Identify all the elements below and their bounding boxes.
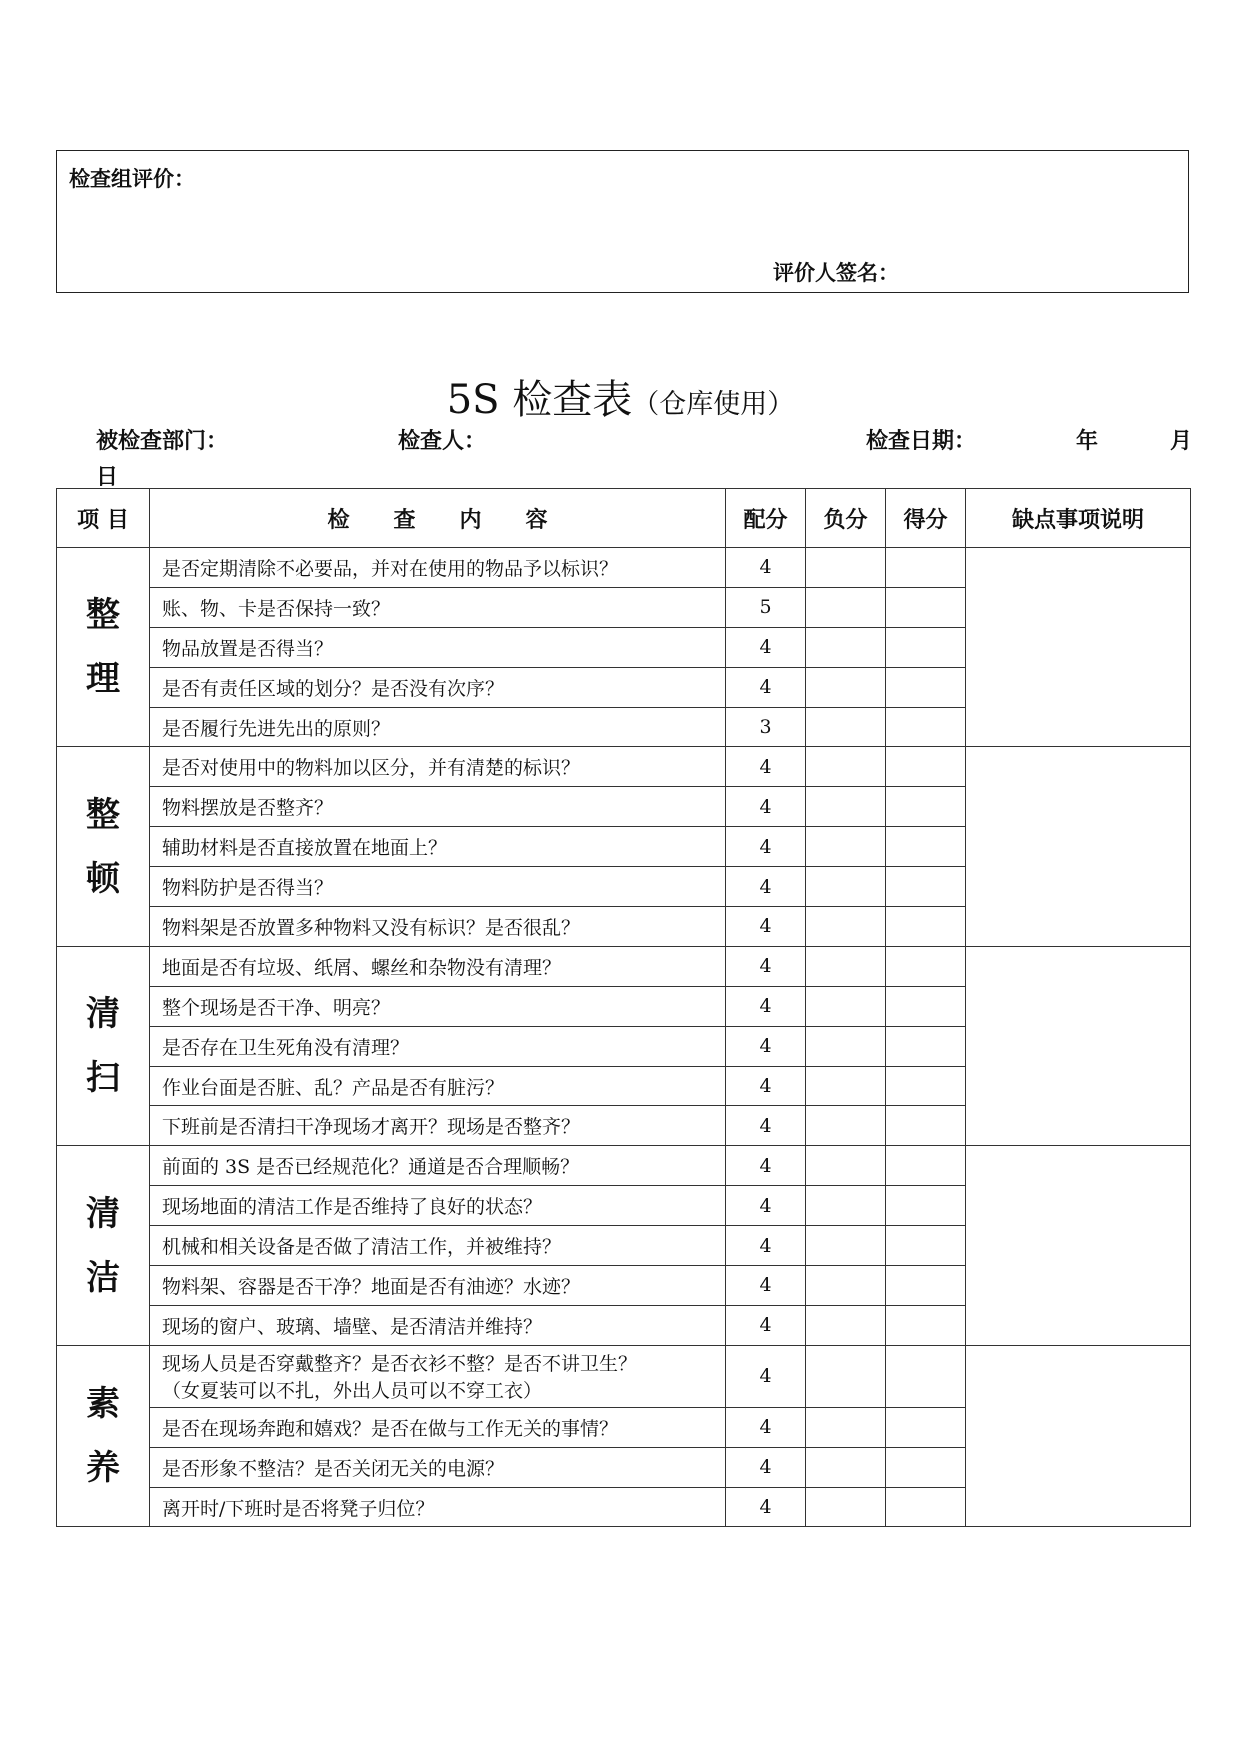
category-char: 素 [86, 1384, 120, 1425]
title-main: 5S 检查表 [446, 377, 633, 423]
check-content [150, 986, 726, 1026]
check-content [150, 867, 726, 907]
minus-score-input-cell[interactable] [806, 548, 886, 588]
check-content-text: 地面是否有垃圾、纸屑、螺丝和杂物没有清理？ [162, 956, 562, 979]
check-content-text: 是否存在卫生死角没有清理？ [162, 1036, 410, 1059]
score-cell: 4 [726, 1106, 806, 1146]
got-score-input-cell[interactable] [886, 587, 966, 627]
check-content-text: 是否履行先进先出的原则？ [162, 717, 391, 740]
header-score: 配分 [726, 489, 806, 548]
minus-score-input-cell[interactable] [806, 827, 886, 867]
check-content [150, 707, 726, 747]
check-content-text: 物品放置是否得当？ [162, 637, 334, 660]
check-content-text: 机械和相关设备是否做了清洁工作，并被维持？ [162, 1236, 562, 1259]
got-score-input-cell[interactable] [886, 1266, 966, 1306]
category-char: 顿 [86, 858, 120, 899]
got-score-input-cell[interactable] [886, 986, 966, 1026]
category-char: 整 [86, 595, 120, 636]
score-cell: 5 [726, 587, 806, 627]
defect-note-cell[interactable] [966, 1146, 1191, 1345]
score-cell: 4 [726, 1266, 806, 1306]
got-score-input-cell[interactable] [886, 787, 966, 827]
got-score-input-cell[interactable] [886, 1066, 966, 1106]
check-content [150, 827, 726, 867]
got-score-input-cell[interactable] [886, 1447, 966, 1487]
check-content [150, 907, 726, 947]
minus-score-input-cell[interactable] [806, 1026, 886, 1066]
header-got: 得分 [886, 489, 966, 548]
got-score-input-cell[interactable] [886, 548, 966, 588]
check-content-text: 物料摆放是否整齐？ [162, 797, 334, 820]
category-cell [57, 1345, 150, 1527]
inspection-table [56, 488, 1191, 1527]
table-row [57, 548, 1191, 588]
table-header-row [57, 489, 1191, 548]
got-score-input-cell[interactable] [886, 1106, 966, 1146]
day-label: 日 [96, 465, 119, 490]
score-cell: 4 [726, 907, 806, 947]
check-content-text: 物料架、容器是否干净？地面是否有油迹？水迹？ [162, 1275, 581, 1298]
minus-score-input-cell[interactable] [806, 1146, 886, 1186]
table-row [57, 1146, 1191, 1186]
score-cell: 4 [726, 1146, 806, 1186]
check-content [150, 1266, 726, 1306]
got-score-input-cell[interactable] [886, 1487, 966, 1527]
category-cell [57, 1146, 150, 1345]
category-cell [57, 548, 150, 747]
header-content: 检 查 内 容 [150, 489, 726, 548]
header-minus: 负分 [806, 489, 886, 548]
score-cell: 4 [726, 1066, 806, 1106]
got-score-input-cell[interactable] [886, 1305, 966, 1345]
check-content [150, 1066, 726, 1106]
score-cell: 4 [726, 627, 806, 667]
score-cell: 3 [726, 707, 806, 747]
check-content [150, 1146, 726, 1186]
check-content-text: 作业台面是否脏、乱？产品是否有脏污？ [162, 1076, 505, 1099]
check-content [150, 1407, 726, 1447]
evaluation-title: 检查组评价： [69, 167, 195, 191]
minus-score-input-cell[interactable] [806, 1226, 886, 1266]
got-score-input-cell[interactable] [886, 1407, 966, 1447]
check-content [150, 1487, 726, 1527]
check-content-text: 是否形象不整洁？是否关闭无关的电源？ [162, 1457, 505, 1480]
check-content-text: 是否有责任区域的划分？是否没有次序？ [162, 677, 505, 700]
minus-score-input-cell[interactable] [806, 1447, 886, 1487]
check-content [150, 548, 726, 588]
check-content-text: 整个现场是否干净、明亮？ [162, 996, 391, 1019]
check-content-text: 前面的 3S 是否已经规范化？通道是否合理顺畅？ [162, 1156, 580, 1179]
defect-note-cell[interactable] [966, 747, 1191, 946]
header-note: 缺点事项说明 [966, 489, 1191, 548]
got-score-input-cell[interactable] [886, 1146, 966, 1186]
got-score-input-cell[interactable] [886, 1345, 966, 1407]
check-content-text: 是否对使用中的物料加以区分，并有清楚的标识？ [162, 757, 581, 780]
check-content [150, 1186, 726, 1226]
minus-score-input-cell[interactable] [806, 1066, 886, 1106]
minus-score-input-cell[interactable] [806, 1305, 886, 1345]
got-score-input-cell[interactable] [886, 667, 966, 707]
check-content [150, 1106, 726, 1146]
category-char: 洁 [86, 1257, 120, 1298]
score-cell: 4 [726, 827, 806, 867]
inspector-label: 检查人： [398, 429, 487, 454]
check-content [150, 946, 726, 986]
category-char: 整 [86, 794, 120, 835]
minus-score-input-cell[interactable] [806, 1487, 886, 1527]
check-content [150, 1226, 726, 1266]
minus-score-input-cell[interactable] [806, 1266, 886, 1306]
got-score-input-cell[interactable] [886, 707, 966, 747]
check-content [150, 587, 726, 627]
check-content [150, 747, 726, 787]
check-content-text-line2: （女夏装可以不扎，外出人员可以不穿工衣） [162, 1380, 543, 1403]
month-label: 月 [1170, 429, 1193, 454]
category-cell [57, 946, 150, 1145]
check-content-text: 物料架是否放置多种物料又没有标识？是否很乱？ [162, 916, 581, 939]
check-content [150, 667, 726, 707]
table-row [57, 1345, 1191, 1407]
score-cell: 4 [726, 1487, 806, 1527]
minus-score-input-cell[interactable] [806, 1106, 886, 1146]
table-row [57, 946, 1191, 986]
score-cell: 4 [726, 1026, 806, 1066]
category-cell [57, 747, 150, 946]
year-label: 年 [1076, 429, 1099, 454]
category-char: 扫 [86, 1058, 120, 1099]
date-label: 检查日期： [866, 429, 977, 454]
check-content-text: 物料防护是否得当？ [162, 877, 334, 900]
check-content-text: 账、物、卡是否保持一致？ [162, 597, 391, 620]
got-score-input-cell[interactable] [886, 867, 966, 907]
score-cell: 4 [726, 946, 806, 986]
got-score-input-cell[interactable] [886, 946, 966, 986]
evaluation-box [56, 150, 1189, 293]
score-cell: 4 [726, 867, 806, 907]
department-label: 被检查部门： [96, 429, 229, 454]
minus-score-input-cell[interactable] [806, 907, 886, 947]
check-content [150, 1447, 726, 1487]
minus-score-input-cell[interactable] [806, 946, 886, 986]
check-content-text: 现场的窗户、玻璃、墙壁、是否清洁并维持？ [162, 1315, 543, 1338]
minus-score-input-cell[interactable] [806, 1186, 886, 1226]
defect-note-cell[interactable] [966, 548, 1191, 747]
got-score-input-cell[interactable] [886, 1026, 966, 1066]
score-cell: 4 [726, 667, 806, 707]
got-score-input-cell[interactable] [886, 1226, 966, 1266]
minus-score-input-cell[interactable] [806, 587, 886, 627]
check-content-text: 辅助材料是否直接放置在地面上？ [162, 837, 448, 860]
defect-note-cell[interactable] [966, 946, 1191, 1145]
page-title [0, 368, 1241, 425]
title-sub: （仓库使用） [632, 389, 795, 420]
minus-score-input-cell[interactable] [806, 1407, 886, 1447]
score-cell: 4 [726, 1345, 806, 1407]
minus-score-input-cell[interactable] [806, 627, 886, 667]
defect-note-cell[interactable] [966, 1345, 1191, 1527]
check-content [150, 1345, 726, 1407]
check-content-text: 下班前是否清扫干净现场才离开？现场是否整齐？ [162, 1116, 581, 1139]
check-content-text: 现场人员是否穿戴整齐？是否衣衫不整？是否不讲卫生？ [162, 1353, 638, 1376]
minus-score-input-cell[interactable] [806, 1345, 886, 1407]
got-score-input-cell[interactable] [886, 907, 966, 947]
category-char: 清 [86, 1193, 120, 1234]
minus-score-input-cell[interactable] [806, 707, 886, 747]
score-cell: 4 [726, 548, 806, 588]
check-content-text: 是否定期清除不必要品，并对在使用的物品予以标识？ [162, 557, 619, 580]
score-cell: 4 [726, 1186, 806, 1226]
score-cell: 4 [726, 986, 806, 1026]
score-cell: 4 [726, 1407, 806, 1447]
check-content-text: 是否在现场奔跑和嬉戏？是否在做与工作无关的事情？ [162, 1417, 619, 1440]
check-content-text: 现场地面的清洁工作是否维持了良好的状态？ [162, 1196, 543, 1219]
score-cell: 4 [726, 747, 806, 787]
check-content [150, 1026, 726, 1066]
minus-score-input-cell[interactable] [806, 986, 886, 1026]
score-cell: 4 [726, 1447, 806, 1487]
got-score-input-cell[interactable] [886, 827, 966, 867]
got-score-input-cell[interactable] [886, 627, 966, 667]
check-content [150, 627, 726, 667]
minus-score-input-cell[interactable] [806, 667, 886, 707]
evaluator-signature-label: 评价人签名： [773, 261, 899, 285]
got-score-input-cell[interactable] [886, 747, 966, 787]
category-char: 理 [86, 659, 120, 700]
minus-score-input-cell[interactable] [806, 747, 886, 787]
check-content [150, 787, 726, 827]
table-row [57, 747, 1191, 787]
got-score-input-cell[interactable] [886, 1186, 966, 1226]
header-item: 项 目 [57, 489, 150, 548]
score-cell: 4 [726, 1305, 806, 1345]
category-char: 养 [86, 1448, 120, 1489]
check-content-text: 离开时/下班时是否将凳子归位？ [162, 1497, 435, 1520]
score-cell: 4 [726, 1226, 806, 1266]
minus-score-input-cell[interactable] [806, 867, 886, 907]
minus-score-input-cell[interactable] [806, 787, 886, 827]
score-cell: 4 [726, 787, 806, 827]
check-content [150, 1305, 726, 1345]
category-char: 清 [86, 994, 120, 1035]
